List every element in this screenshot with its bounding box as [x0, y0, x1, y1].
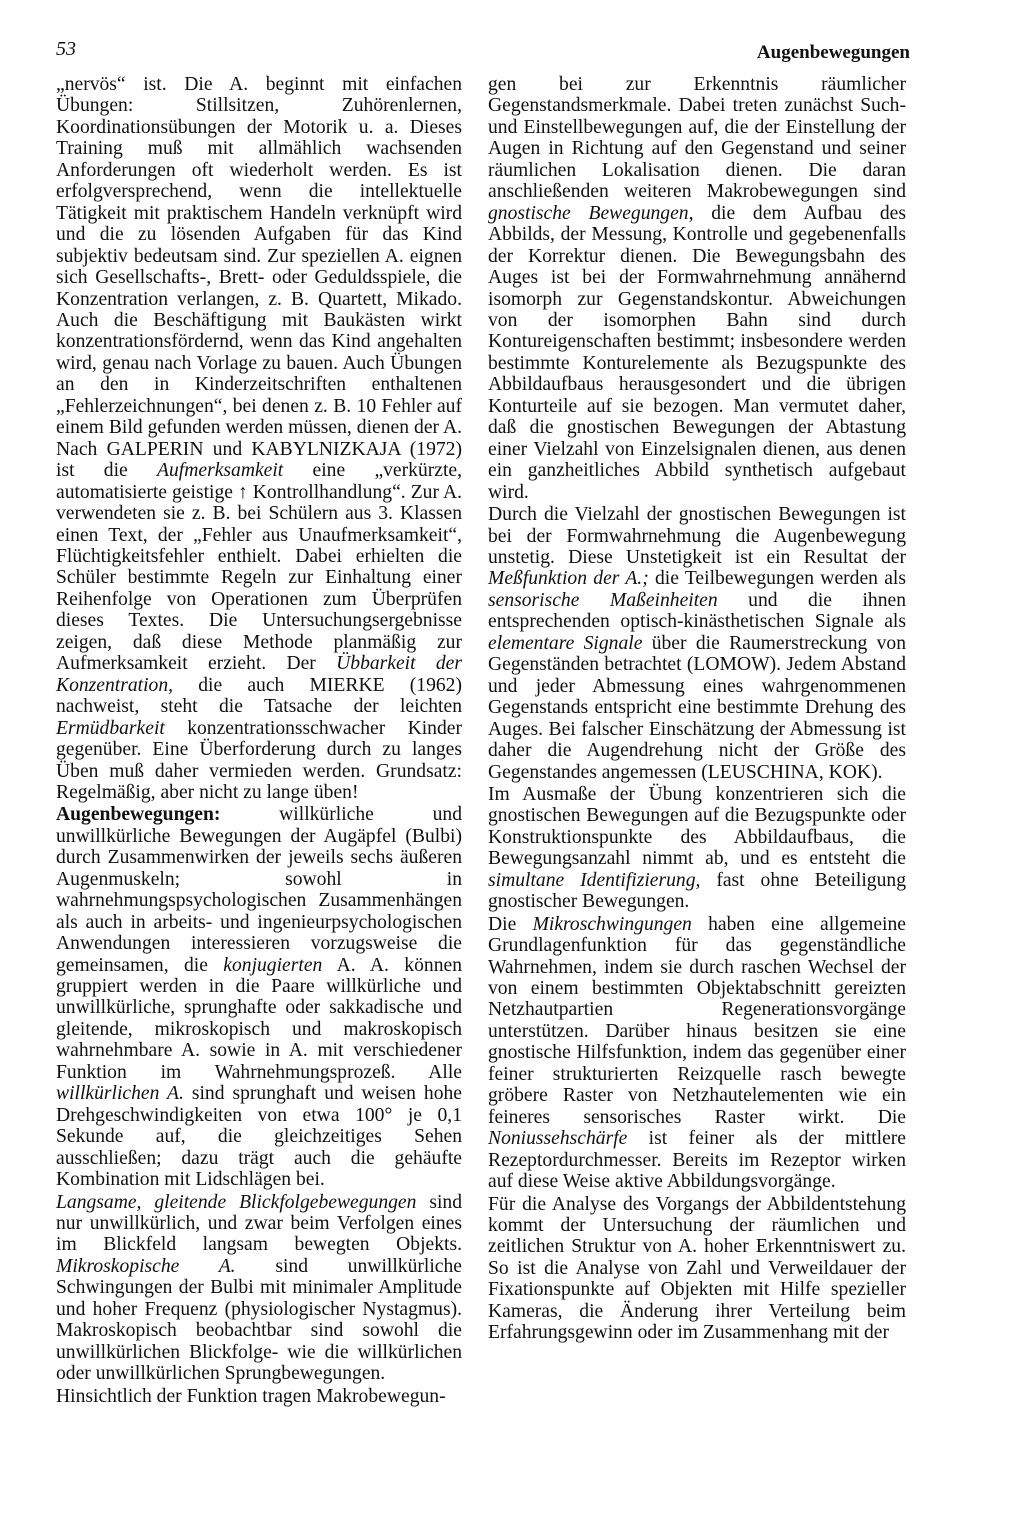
- running-head: Augenbewegungen: [756, 42, 910, 63]
- paragraph-uebung: [488, 784, 906, 913]
- italic-term: sensorische Maßeinheiten: [488, 589, 718, 611]
- italic-term: Ermüdbarkeit: [56, 717, 165, 739]
- text-span: sind nur unwillkürlich, und zwar beim Verfolgen eines im Blickfeld langsam bewegten Objekts.: [56, 1191, 462, 1256]
- text-span: Im Ausmaße der Übung konzentrieren sich die gnostischen Bewegungen auf die Bezugspunkte oder Konstruktionspunkte des Abbildaufbaus, die Bewegungsanzahl nimmt ab, und es entsteht die: [488, 783, 906, 870]
- text-span: über die Raumerstreckung von Gegenständen betrachtet (LOMOW). Jedem Abstand und jeder Abmessung eines wahrgenommenen Gegenstands entspricht eine bestimmte Drehung des Auges. Bei falscher Einschätzung der Abmessung ist daher die Augendrehung nicht der Größe des Gegenstandes angemessen (LEUSCHINA, KOK).: [488, 632, 906, 783]
- italic-term: Mikroschwingungen: [532, 913, 692, 935]
- text-span: „nervös“ ist. Die A. beginnt mit einfachen Übungen: Stillsitzen, Zuhörenlernen, Koordinationsübungen der Motorik u. a. Dieses Training muß mit allmählich wachsenden Anforderungen oft wiederholt werden. Es ist erfolgversprechend, wenn die intellektuelle Tätigkeit mit praktischem Handeln verknüpft wird und die zu lösenden Aufgaben für das Kind subjektiv bedeutsam sind. Zur speziellen A. eignen sich Gesellschafts-, Brett- oder Geduldsspiele, die Konzentration verlangen, z. B. Quartett, Mikado. Auch die Beschäftigung mit Baukästen wirkt konzentrationsfördernd, wenn das Kind angehalten wird, genau nach Vorlage zu bauen. Auch Übungen an den in Kinderzeitschriften enthaltenen „Fehlerzeichnungen“, bei denen z. B. 10 Fehler auf einem Bild gefunden werden müssen, dienen der A. Nach GALPERIN und KABYLNIZKAJA (1972) ist die: [56, 74, 462, 482]
- text-span: gen bei zur Erkenntnis räumlicher Gegenstandsmerkmale. Dabei treten zunächst Such- und Einstellbewegungen auf, die der Einstellung der Augen in Richtung auf den Gegenstand und seiner räumlichen Lokalisation dienen. Die daran anschließenden weiteren Makrobewegungen sind: [488, 74, 906, 203]
- italic-term: elementare Signale: [488, 632, 643, 654]
- text-span: Die: [488, 913, 533, 935]
- text-span: fast ohne Beteiligung gnostischer Bewegungen.: [488, 869, 906, 913]
- italic-term: willkürlichen A.: [56, 1083, 184, 1105]
- italic-term: konjugierten: [223, 954, 323, 976]
- text-span: Durch die Vielzahl der gnostischen Bewegungen ist bei der Formwahrnehmung die Augenbewegung unstetig. Diese Unstetigkeit ist ein Resultat der: [488, 504, 906, 568]
- italic-term: Aufmerksamkeit: [157, 460, 284, 482]
- text-span: die Teilbewegungen werden als: [648, 568, 906, 590]
- italic-term: Langsame, gleitende Blickfolgebewegungen: [56, 1191, 417, 1213]
- entry-augenbewegungen: [56, 804, 462, 1190]
- paragraph-analyse: [488, 1194, 906, 1344]
- italic-term: Mikroskopische A.: [56, 1255, 236, 1277]
- italic-term: simultane Identifizierung,: [488, 869, 701, 891]
- right-column: [488, 74, 906, 1344]
- text-span: Hinsichtlich der Funktion tragen Makrobewegun-: [56, 1385, 446, 1407]
- paragraph-unstetigkeit: [488, 504, 906, 783]
- paragraph-aufmerksamkeit-training: [56, 74, 462, 803]
- text-span: sind unwillkürliche Schwingungen der Bulbi mit minimaler Amplitude und hoher Frequenz (physiologischer Nystagmus). Makroskopisch beobachtbar sind sowohl die unwillkürlichen Blickfolge- wie die willkürlichen oder unwillkürlichen Sprungbewegungen.: [56, 1255, 463, 1385]
- italic-term: Übbarkeit der Konzentration,: [56, 653, 462, 696]
- italic-term: Noniussehschärfe: [488, 1128, 628, 1150]
- text-span: sind sprunghaft und weisen hohe Drehgeschwindigkeiten von etwa 100° je 0,1 Sekunde auf, die gleichzeitiges Sehen ausschließen; dazu trägt auch die gehäufte Kombination mit Lidschlägen bei.: [56, 1083, 463, 1191]
- text-span: ist feiner als der mittlere Rezeptordurchmesser. Bereits im Rezeptor wirken auf diese Weise aktive Abbildungsvorgänge.: [488, 1128, 906, 1193]
- italic-term: gnostische Bewegungen,: [488, 202, 694, 224]
- paragraph-mikroschwingungen: [488, 914, 906, 1193]
- text-span: willkürliche und unwillkürliche Bewegungen der Augäpfel (Bulbi) durch Zusammenwirken der jeweils sechs äußeren Augenmuskeln; sowohl in wahrnehmungspsychologischen Zusammenhängen als auch in arbeits- und ingenieurpsychologischen Anwendungen interessieren vorzugsweise die gemeinsamen, die: [56, 804, 462, 976]
- page-number: 53: [56, 38, 76, 60]
- text-span: A. A. können gruppiert werden in die Paare willkürliche und unwillkürliche, sprunghafte oder sakkadische und gleitende, mikroskopisch und makroskopisch wahrnehmbare A. sowie in A. mit verschiedener Funktion im Wahrnehmungsprozeß. Alle: [56, 954, 462, 1083]
- text-span: haben eine allgemeine Grundlagenfunktion für das gegenständliche Wahrnehmen, indem sie durch raschen Wechsel der von einem bestimmten Objektabschnitt gereizten Netzhautpartien Regenerationsvorgänge unterstützen. Darüber hinaus besitzen sie eine gnostische Hilfsfunktion, indem das gegenüber einer feiner strukturierten Reizquelle rasch bewegte gröbere Raster von Netzhautelementen wie ein feineres sensorisches Raster wirkt. Die: [488, 913, 906, 1128]
- text-span: konzentrationsschwacher Kinder gegenüber. Eine Überforderung durch zu langes Üben muß daher vermieden werden. Grundsatz: Regelmäßig, aber nicht zu lange üben!: [56, 717, 462, 803]
- text-span: Für die Analyse des Vorgangs der Abbildentstehung kommt der Untersuchung der räumlichen und zeitlichen Struktur von A. hoher Erkenntniswert zu. So ist die Analyse von Zahl und Verweildauer der Fixationspunkte auf Objekten mit Hilfe spezieller Kameras, die Änderung ihrer Verteilung beim Erfahrungsgewinn oder im Zusammenhang mit der: [488, 1193, 906, 1344]
- italic-term: Meßfunktion der A.;: [488, 568, 649, 590]
- text-span: die dem Aufbau des Abbilds, der Messung, Kontrolle und gegebenenfalls der Korrektur dienen. Die Bewegungsbahn des Auges ist bei der Formwahrnehmung annähernd isomorph zur Gegenstandskontur. Abweichungen von der isomorphen Bahn sind durch Kontureigenschaften bestimmt; insbesondere werden bestimmte Konturelemente als Bezugspunkte des Abbildaufbaus herausgesondert und die übrigen Konturteile auf sie bezogen. Man vermutet daher, daß die gnostischen Bewegungen der Abtastung einer Vielzahl von Einzelsignalen dienen, aus denen ein ganzheitliches Abbild synthetisch aufgebaut wird.: [488, 202, 906, 503]
- paragraph-makrobewegungen: [488, 74, 906, 503]
- paragraph-funktion: [56, 1386, 462, 1407]
- text-span: eine „verkürzte, automatisierte geistige ↑ Kontrollhandlung“. Zur A. verwendeten sie z. B. bei Schülern aus 3. Klassen einen Text, der „Fehler aus Unaufmerksamkeit“, Flüchtigkeitsfehler enthielt. Dabei erhielten die Schüler bestimmte Regeln zur Einhaltung einer Reihenfolge von Operationen zum Überprüfen dieses Textes. Die Untersuchungsergebnisse zeigen, daß diese Methode planmäßig zur Aufmerksamkeit erzieht. Der: [56, 460, 463, 675]
- left-column: [56, 74, 462, 1407]
- paragraph-blickfolgebewegungen: [56, 1192, 462, 1385]
- text-span: und die ihnen entsprechenden optisch-kinästhetischen Signale als: [488, 589, 906, 633]
- text-span: die auch MIERKE (1962) nachweist, steht die Tatsache der leichten: [56, 674, 462, 718]
- entry-headword: Augenbewegungen:: [56, 804, 221, 826]
